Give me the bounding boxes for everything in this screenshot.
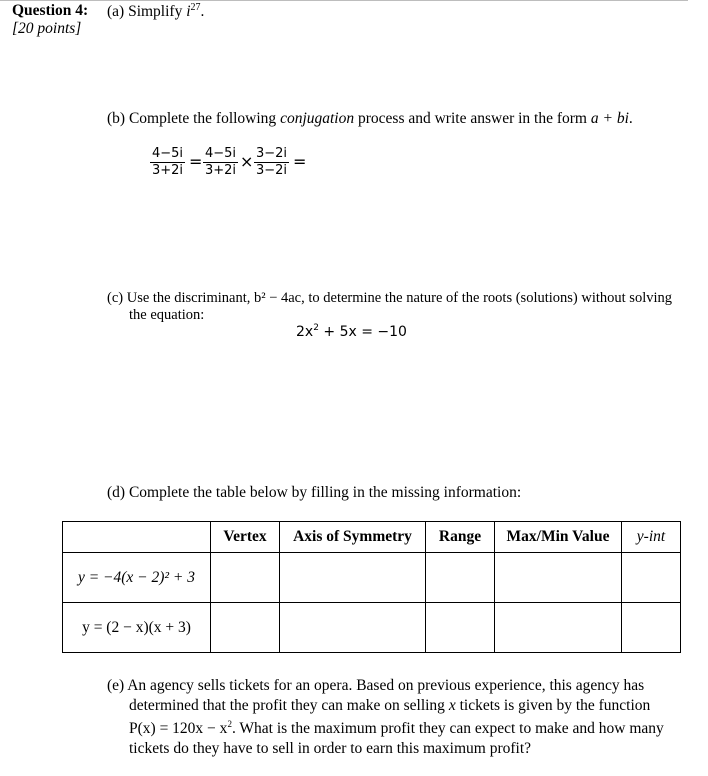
part-e-line2b: tickets is given by the function (459, 696, 651, 714)
part-a-exponent: 27 (190, 2, 201, 13)
question-title: Question 4: (12, 2, 89, 19)
table-cell-maxmin-1[interactable] (495, 553, 622, 603)
table-header-vertex: Vertex (211, 522, 280, 553)
part-e-line3b: . What is the maximum profit they can expect to make and how many (231, 720, 664, 737)
table-row-function-1 (63, 553, 211, 603)
part-d: (d) Complete the table below by filling in the missing information: (107, 484, 522, 501)
eq-lhs: 2x (296, 324, 314, 340)
fraction-2 (203, 146, 238, 179)
part-e-line3a: P(x) = 120x − x (129, 720, 228, 737)
fraction-1-denominator: 3+2i (152, 163, 184, 178)
top-rule (0, 0, 688, 1)
fraction-2-numerator: 4−5i (205, 146, 237, 161)
part-e (107, 676, 697, 758)
fraction-1 (150, 146, 185, 179)
part-c (107, 290, 687, 324)
function-2-text: y = (2 − x)(x + 3) (82, 618, 191, 636)
table-header-axis: Axis of Symmetry (280, 522, 426, 553)
part-b-text: (b) Complete the following (107, 110, 277, 127)
table-header-blank (63, 522, 211, 553)
table-header-row (63, 522, 681, 553)
part-e-line3exp: 2 (227, 719, 232, 729)
part-c-equation (296, 323, 407, 340)
table-cell-axis-2[interactable] (280, 603, 426, 653)
table-header-range: Range (426, 522, 495, 553)
part-e-line2a: determined that the profit they can make on selling (129, 696, 445, 714)
table-cell-yint-2[interactable] (622, 603, 681, 653)
part-b-text2: process and write answer in the form (358, 110, 587, 127)
part-a-label: (a) Simplify (107, 3, 183, 20)
fraction-1-numerator: 4−5i (152, 146, 184, 161)
part-e-line2 (107, 696, 697, 716)
part-b (107, 110, 633, 128)
eq-exponent: 2 (313, 323, 319, 333)
function-1-text: y = −4(x − 2)² + 3 (77, 568, 196, 586)
part-e-line1: (e) An agency sells tickets for an opera. Based on previous experience, this agency has (107, 677, 645, 694)
part-c-line1: (c) Use the discriminant, b² − 4ac, to determine the nature of the roots (solutions) without solving (107, 290, 673, 306)
eq-rhs: + 5x = −10 (318, 324, 407, 340)
times-sign: × (240, 152, 254, 171)
table-row (63, 603, 681, 653)
fraction-3-numerator: 3−2i (256, 146, 288, 161)
part-a-base: i (186, 3, 191, 20)
table-row (63, 553, 681, 603)
function-table (62, 521, 681, 653)
fraction-3 (254, 146, 289, 179)
table-cell-range-2[interactable] (426, 603, 495, 653)
fraction-3-denominator: 3−2i (256, 163, 288, 178)
table-row-function-2 (63, 603, 211, 653)
part-b-emphasis: conjugation (280, 110, 355, 127)
part-e-line3 (107, 715, 697, 739)
part-e-line2x: x (448, 696, 456, 714)
part-b-form: a + bi (590, 110, 629, 127)
part-a-end: . (200, 3, 205, 20)
table-cell-vertex-2[interactable] (211, 603, 280, 653)
fraction-2-denominator: 3+2i (205, 163, 237, 178)
table-cell-range-1[interactable] (426, 553, 495, 603)
question-points: [20 points] (12, 20, 82, 37)
equals-sign-1: = (189, 152, 203, 171)
table-cell-yint-1[interactable] (622, 553, 681, 603)
part-c-line2: the equation: (129, 307, 205, 323)
equals-sign-2: = (293, 152, 307, 171)
part-e-line4: tickets do they have to sell in order to earn this maximum profit? (129, 739, 532, 757)
part-a (107, 2, 204, 21)
table-header-yint-text: y-int (636, 528, 666, 545)
table-cell-vertex-1[interactable] (211, 553, 280, 603)
table-header-yint (622, 522, 681, 553)
table-cell-axis-1[interactable] (280, 553, 426, 603)
table-cell-maxmin-2[interactable] (495, 603, 622, 653)
table-header-maxmin: Max/Min Value (495, 522, 622, 553)
part-b-end: . (628, 110, 633, 127)
